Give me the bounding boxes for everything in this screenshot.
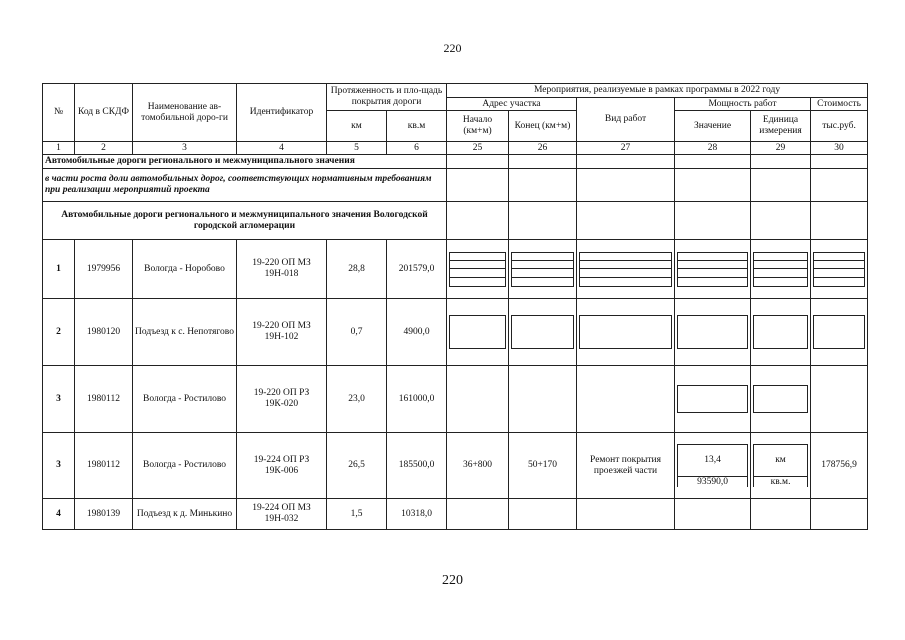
row-unit-km: км xyxy=(754,444,808,476)
col-number: 27 xyxy=(577,142,675,155)
row-value-sqm: 93590,0 xyxy=(678,476,748,487)
col-number: 6 xyxy=(387,142,447,155)
row-identifier: 19-220 ОП МЗ 19Н-018 xyxy=(237,240,327,299)
section-title-agglomeration: Автомобильные дороги регионального и межмуниципального значения Вологодской городской агломерации xyxy=(43,202,447,240)
row-identifier: 19-220 ОП РЗ 19К-020 xyxy=(237,366,327,433)
column-numbers-row xyxy=(43,142,868,155)
header-address: Адрес участка xyxy=(447,98,577,111)
header-road-name: Наименование ав-томобильной доро-ги xyxy=(133,84,237,142)
header-program: Мероприятия, реализуемые в рамках программы в 2022 году xyxy=(447,84,868,98)
col-number: 28 xyxy=(675,142,751,155)
page-number-top: 220 xyxy=(443,41,462,55)
col-number: 1 xyxy=(43,142,75,155)
road-program-table xyxy=(42,83,868,530)
row-identifier: 19-224 ОП МЗ 19Н-032 xyxy=(237,499,327,530)
row-km: 26,5 xyxy=(327,433,387,499)
section-title-regional: Автомобильные дороги регионального и межмуниципального значения xyxy=(43,155,447,169)
row-identifier: 19-224 ОП РЗ 19К-006 xyxy=(237,433,327,499)
header-capacity: Мощность работ xyxy=(675,98,811,111)
header-km: км xyxy=(327,111,387,142)
header-code: Код в СКДФ xyxy=(75,84,133,142)
row-km: 28,8 xyxy=(327,240,387,299)
header-cost: Стоимость xyxy=(811,98,868,111)
row-end: 50+170 xyxy=(509,433,577,499)
row-value-km: 13,4 xyxy=(678,444,748,476)
header-value: Значение xyxy=(675,111,751,142)
header-work-type: Вид работ xyxy=(577,98,675,142)
row-code: 1980139 xyxy=(75,499,133,530)
header-unit: Единица измерения xyxy=(751,111,811,142)
row-num: 4 xyxy=(43,499,75,530)
col-number: 29 xyxy=(751,142,811,155)
table-row xyxy=(43,433,868,499)
col-number: 2 xyxy=(75,142,133,155)
row-road-name: Подъезд к с. Непотягово xyxy=(133,299,237,366)
col-number: 26 xyxy=(509,142,577,155)
row-km: 1,5 xyxy=(327,499,387,530)
table-row xyxy=(43,299,868,366)
col-number: 4 xyxy=(237,142,327,155)
row-cost: 178756,9 xyxy=(811,433,868,499)
col-number: 25 xyxy=(447,142,509,155)
row-code: 1980112 xyxy=(75,366,133,433)
row-road-name: Вологда - Норобово xyxy=(133,240,237,299)
row-sqm: 161000,0 xyxy=(387,366,447,433)
header-start: Начало (км+м) xyxy=(447,111,509,142)
header-length-area: Протяженность и пло-щадь покрытия дороги xyxy=(327,84,447,111)
section-title-norms: в части роста доли автомобильных дорог, соответствующих нормативным требованиям при реализации мероприятий проекта xyxy=(43,169,447,202)
row-road-name: Подъезд к д. Минькино xyxy=(133,499,237,530)
row-num: 2 xyxy=(43,299,75,366)
row-code: 1979956 xyxy=(75,240,133,299)
row-identifier: 19-220 ОП МЗ 19Н-102 xyxy=(237,299,327,366)
row-km: 23,0 xyxy=(327,366,387,433)
row-code: 1980120 xyxy=(75,299,133,366)
row-work-type: Ремонт покрытия проезжей части xyxy=(577,433,675,499)
header-num: № xyxy=(43,84,75,142)
row-sqm: 4900,0 xyxy=(387,299,447,366)
col-number: 5 xyxy=(327,142,387,155)
row-sqm: 185500,0 xyxy=(387,433,447,499)
row-sqm: 201579,0 xyxy=(387,240,447,299)
row-num: 1 xyxy=(43,240,75,299)
row-road-name: Вологда - Ростилово xyxy=(133,433,237,499)
row-num: 3 xyxy=(43,433,75,499)
row-start: 36+800 xyxy=(447,433,509,499)
header-end: Конец (км+м) xyxy=(509,111,577,142)
row-unit-sqm: кв.м. xyxy=(754,476,808,487)
header-cost-unit: тыс.руб. xyxy=(811,111,868,142)
table-row xyxy=(43,366,868,433)
header-identifier: Идентификатор xyxy=(237,84,327,142)
col-number: 3 xyxy=(133,142,237,155)
table-row xyxy=(43,240,868,299)
row-sqm: 10318,0 xyxy=(387,499,447,530)
row-code: 1980112 xyxy=(75,433,133,499)
table-row xyxy=(43,499,868,530)
row-road-name: Вологда - Ростилово xyxy=(133,366,237,433)
page-number-bottom: 220 xyxy=(442,573,463,588)
row-num: 3 xyxy=(43,366,75,433)
row-km: 0,7 xyxy=(327,299,387,366)
header-sqm: кв.м xyxy=(387,111,447,142)
col-number: 30 xyxy=(811,142,868,155)
